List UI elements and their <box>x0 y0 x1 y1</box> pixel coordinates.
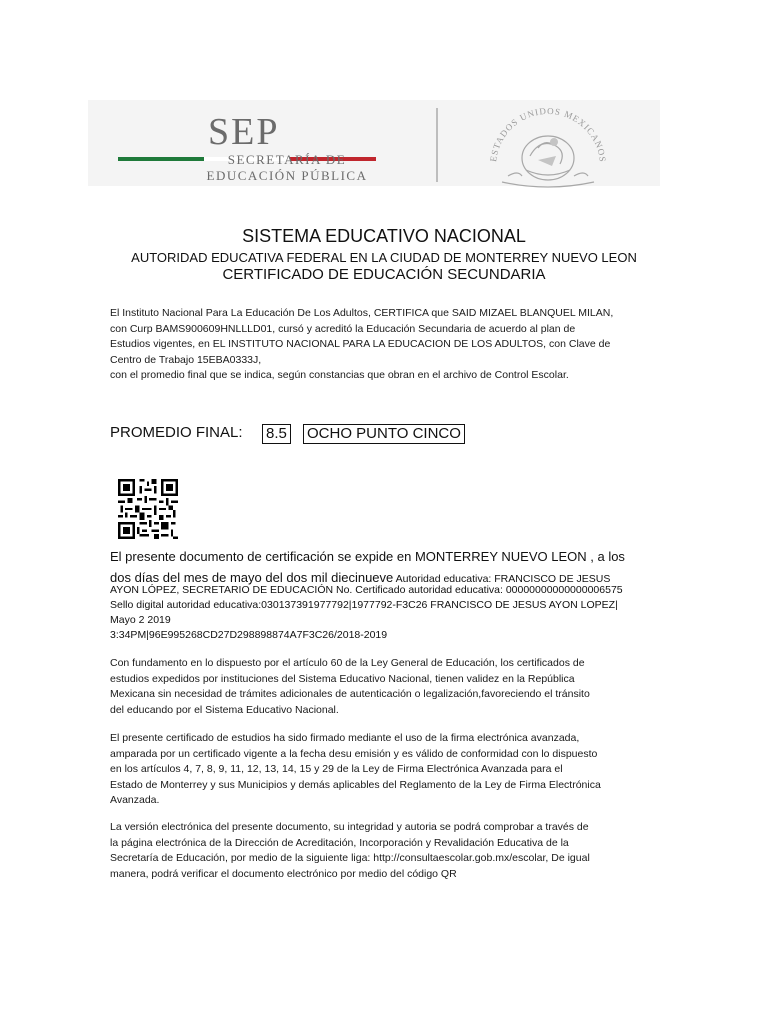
certification-paragraph <box>110 306 666 384</box>
promedio-value: 8.5 <box>262 424 291 444</box>
intro-line: Centro de Trabajo 15EBA0333J, <box>110 353 262 366</box>
legal-line: Estado de Monterrey y sus Municipios y demás aplicables del Reglamento de la Ley de Firma Electrónica <box>110 778 601 791</box>
authority-title: AUTORIDAD EDUCATIVA FEDERAL EN LA CIUDAD DE MONTERREY NUEVO LEON <box>131 250 637 265</box>
qr-code-icon[interactable] <box>118 479 178 539</box>
legal-line: amparada por un certificado vigente a la fecha desu emisión y es válido de conformidad con lo dispuesto <box>110 747 598 760</box>
document-header <box>88 100 660 186</box>
header-divider <box>436 108 438 182</box>
sep-logo-line1: SECRETARÍA DE <box>227 152 347 167</box>
legal-line: Secretaría de Educación, por medio de la siguiente liga: http://consultaescolar.gob.mx/escolar, De igual <box>110 852 590 864</box>
intro-line: El Instituto Nacional Para La Educación De Los Adultos, CERTIFICA que SAID MIZAEL BLANQUEL MILAN, <box>110 307 614 319</box>
legal-line: estudios expedidos por instituciones del Sistema Educativo Nacional, tienen validez en la República <box>110 672 575 685</box>
certificate-title: CERTIFICADO DE EDUCACIÓN SECUNDARIA <box>222 266 546 283</box>
intro-line: con el promedio final que se indica, según constancias que obran en el archivo de Control Escolar. <box>110 369 569 381</box>
issue-detail-line: Mayo 2 2019 <box>110 614 171 626</box>
issue-authority-text: Autoridad educativa: FRANCISCO DE JESUS <box>393 573 611 585</box>
legal-line: La versión electrónica del presente documento, su integridad y autoria se podrá comprobar a través de <box>110 821 589 833</box>
issue-date-text: dos días del mes de mayo del dos mil diecinueve <box>110 570 394 585</box>
legal-line: Mexicana sin necesidad de trámites adicionales de autenticación o legalización,favoreciendo el tránsito <box>110 688 590 700</box>
intro-line: Estudios vigentes, en EL INSTITUTO NACIONAL PARA LA EDUCACION DE LOS ADULTOS, con Clave de <box>110 338 611 350</box>
legal-line: Con fundamento en lo dispuesto por el artículo 60 de la Ley General de Educación, los certificados de <box>110 657 585 669</box>
legal-paragraph-signature <box>110 731 666 809</box>
promedio-label: PROMEDIO FINAL: <box>110 424 243 441</box>
issue-detail-line: AYON LÓPEZ, SECRETARIO DE EDUCACIÓN No. Certificado autoridad educativa: 00000000000000006575 <box>110 584 623 596</box>
system-title: SISTEMA EDUCATIVO NACIONAL <box>242 226 526 246</box>
issue-detail-line: 3:34PM|96E995268CD27D298898874A7F3C26/2018-2019 <box>110 629 388 641</box>
intro-line: con Curp BAMS900609HNLLLD01, cursó y acreditó la Educación Secundaria de acuerdo al plan de <box>110 322 576 335</box>
issue-detail-line: Sello digital autoridad educativa:030137391977792|1977792-F3C26 FRANCISCO DE JESUS AYON LOPEZ| <box>110 599 618 611</box>
sep-logo-word: SEP <box>208 111 280 153</box>
issue-line-1: El presente documento de certificación se expide en MONTERREY NUEVO LEON , a los <box>110 549 625 564</box>
promedio-words: OCHO PUNTO CINCO <box>303 424 465 444</box>
sep-logo <box>118 108 418 184</box>
legal-line: del educando por el Sistema Educativo Nacional. <box>110 703 339 716</box>
legal-paragraph-verification <box>110 820 666 882</box>
legal-paragraph-validity <box>110 656 666 718</box>
seal-text: ESTADOS UNIDOS MEXICANOS <box>488 105 608 164</box>
digital-seal-block <box>110 583 670 643</box>
sep-logo-line2: EDUCACIÓN PÚBLICA <box>206 168 368 183</box>
legal-line: en los artículos 4, 7, 8, 9, 11, 12, 13, 14, 15 y 29 de la Ley de Firma Electrónica Avanzada para el <box>110 763 563 775</box>
legal-line: manera, podrá verificar el documento electrónico por medio del código QR <box>110 867 457 880</box>
legal-line: Avanzada. <box>110 794 160 806</box>
legal-line: la página electrónica de la Dirección de Acreditación, Incorporación y Revalidación Educativa de la <box>110 836 569 849</box>
national-seal-icon <box>468 96 628 188</box>
legal-line: El presente certificado de estudios ha sido firmado mediante el uso de la firma electrónica avanzada, <box>110 732 580 744</box>
